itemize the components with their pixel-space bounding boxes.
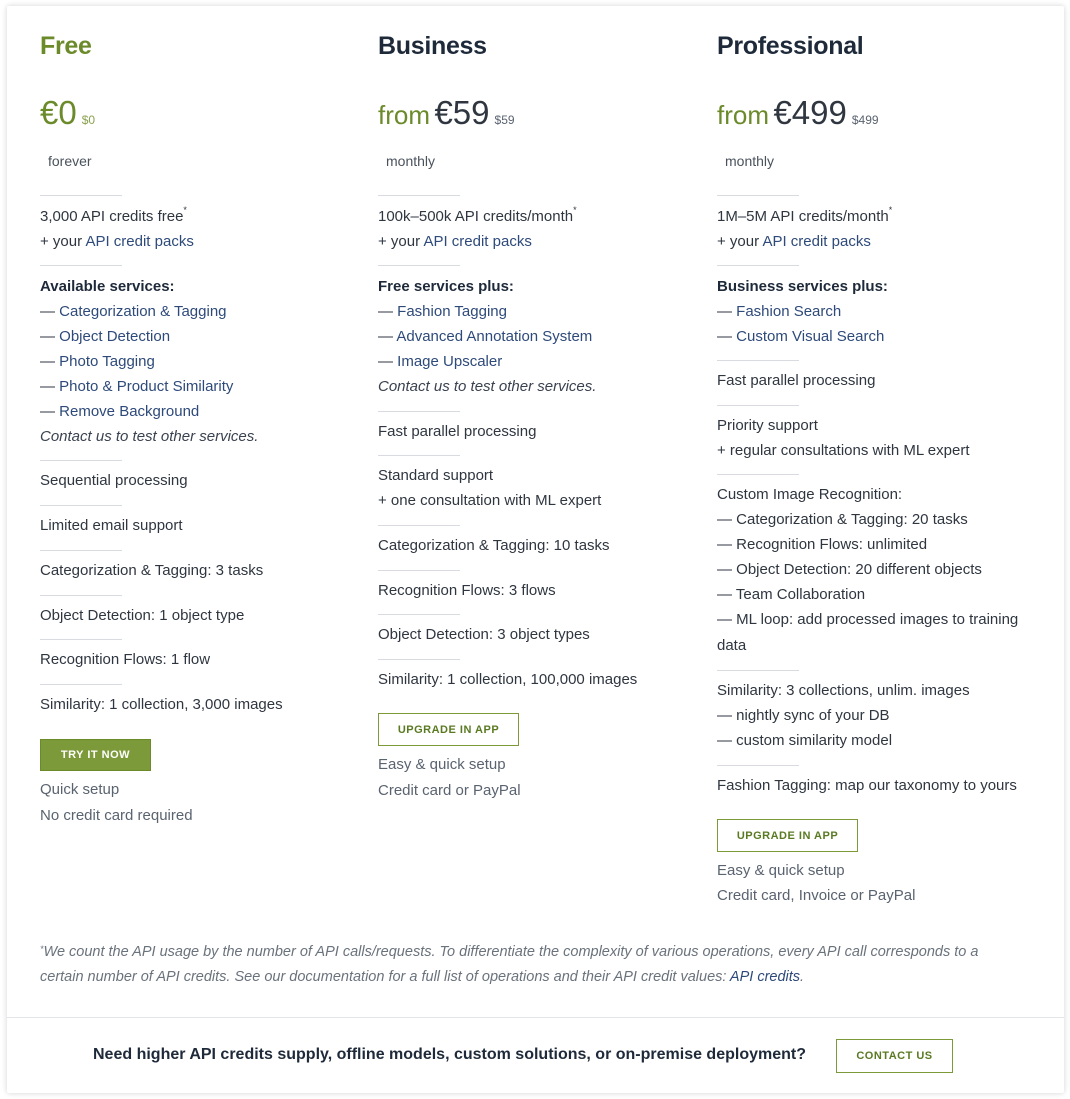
divider bbox=[40, 195, 122, 196]
try-it-now-button[interactable]: TRY IT NOW bbox=[40, 739, 151, 771]
footnote-end: . bbox=[800, 969, 805, 985]
feature-line: + regular consultations with ML expert bbox=[717, 442, 970, 459]
service-dash: — bbox=[40, 403, 60, 420]
service-dash: — bbox=[40, 378, 60, 395]
divider bbox=[40, 684, 122, 685]
credit-packs-link[interactable]: API credit packs bbox=[85, 233, 194, 250]
divider bbox=[40, 505, 122, 506]
divider bbox=[378, 455, 460, 456]
divider bbox=[378, 570, 460, 571]
credit-packs-line bbox=[40, 233, 194, 250]
api-credits-mark: * bbox=[888, 205, 893, 215]
service-dash: — bbox=[40, 353, 60, 370]
pricing-card bbox=[7, 6, 1064, 1093]
feature-line: Object Detection: 1 object type bbox=[40, 607, 245, 624]
api-credits-text: 1M–5M API credits/month bbox=[717, 208, 889, 225]
footnote bbox=[40, 940, 1030, 990]
setup-note: Credit card or PayPal bbox=[378, 782, 521, 799]
upgrade-in-app-button[interactable]: UPGRADE IN APP bbox=[378, 713, 519, 746]
contact-us-button[interactable]: CONTACT US bbox=[836, 1039, 953, 1073]
credit-packs-link[interactable]: API credit packs bbox=[762, 233, 871, 250]
price-amount: €499 bbox=[773, 94, 847, 131]
divider bbox=[717, 360, 799, 361]
service-item bbox=[40, 328, 170, 345]
credit-packs-line bbox=[378, 233, 532, 250]
price-usd: $59 bbox=[494, 113, 515, 127]
service-link[interactable]: Image Upscaler bbox=[397, 353, 503, 370]
service-dash: — bbox=[717, 303, 737, 320]
api-credits-text: 3,000 API credits free bbox=[40, 208, 184, 225]
footnote-line1: We count the API usage by the number of API calls/requests. To differentiate the complexity of various operations, every API call corresponds to a bbox=[43, 944, 979, 960]
divider bbox=[717, 765, 799, 766]
divider bbox=[40, 639, 122, 640]
divider bbox=[717, 195, 799, 196]
services-title: Available services: bbox=[40, 278, 175, 295]
api-credits-mark: * bbox=[573, 205, 577, 215]
feature-line: — Recognition Flows: unlimited bbox=[717, 536, 928, 553]
feature-line: data bbox=[717, 637, 747, 654]
plan-price bbox=[378, 94, 515, 132]
footnote-line2: certain number of API credits. See our documentation for a full list of operations and their API credit values: bbox=[40, 969, 730, 985]
plan-price bbox=[40, 94, 95, 132]
service-link[interactable]: Fashion Search bbox=[736, 303, 842, 320]
credit-packs-link[interactable]: API credit packs bbox=[423, 233, 532, 250]
feature-line: Categorization & Tagging: 10 tasks bbox=[378, 537, 610, 554]
divider bbox=[378, 265, 460, 266]
upgrade-in-app-button[interactable]: UPGRADE IN APP bbox=[717, 819, 858, 852]
feature-line: — ML loop: add processed images to training bbox=[717, 611, 1019, 628]
feature-line: Sequential processing bbox=[40, 472, 188, 489]
plan-price bbox=[717, 94, 879, 132]
feature-line: Similarity: 1 collection, 100,000 images bbox=[378, 671, 638, 688]
price-from-label: from bbox=[378, 100, 430, 130]
divider bbox=[717, 670, 799, 671]
api-credits-link[interactable]: API credits bbox=[729, 969, 801, 985]
enterprise-prompt: Need higher API credits supply, offline models, custom solutions, or on-premise deployment? bbox=[93, 1046, 806, 1063]
service-dash: — bbox=[40, 328, 60, 345]
api-credits-text: 100k–500k API credits/month bbox=[378, 208, 574, 225]
billing-period: forever bbox=[48, 153, 92, 169]
feature-line: Fast parallel processing bbox=[378, 423, 537, 440]
service-dash: — bbox=[378, 353, 398, 370]
divider bbox=[378, 659, 460, 660]
feature-line: + one consultation with ML expert bbox=[378, 492, 602, 509]
feature-line: — Object Detection: 20 different objects bbox=[717, 561, 982, 578]
feature-line: Fashion Tagging: map our taxonomy to yours bbox=[717, 777, 1017, 794]
billing-period: monthly bbox=[386, 153, 436, 169]
feature-line: — nightly sync of your DB bbox=[717, 707, 890, 724]
credit-packs-prefix: + your bbox=[40, 233, 86, 250]
service-item bbox=[40, 353, 155, 370]
service-item bbox=[40, 403, 199, 420]
service-link[interactable]: Remove Background bbox=[59, 403, 200, 420]
feature-line: Categorization & Tagging: 3 tasks bbox=[40, 562, 264, 579]
feature-line: Similarity: 1 collection, 3,000 images bbox=[40, 696, 283, 713]
service-link[interactable]: Object Detection bbox=[59, 328, 171, 345]
divider bbox=[40, 550, 122, 551]
credit-packs-line bbox=[717, 233, 871, 250]
api-credits-amount bbox=[378, 205, 577, 225]
service-link[interactable]: Custom Visual Search bbox=[736, 328, 885, 345]
setup-note: No credit card required bbox=[40, 807, 193, 824]
service-item bbox=[717, 328, 884, 345]
divider bbox=[717, 474, 799, 475]
feature-line: Similarity: 3 collections, unlim. images bbox=[717, 682, 970, 699]
service-link[interactable]: Photo Tagging bbox=[59, 353, 155, 370]
service-item bbox=[378, 328, 592, 345]
api-credits-mark: * bbox=[183, 205, 187, 215]
divider bbox=[40, 595, 122, 596]
bottom-bar bbox=[7, 1017, 1064, 1093]
divider bbox=[378, 525, 460, 526]
setup-note: Credit card, Invoice or PayPal bbox=[717, 887, 916, 904]
feature-line: Limited email support bbox=[40, 517, 183, 534]
service-link[interactable]: Categorization & Tagging bbox=[59, 303, 227, 320]
divider bbox=[717, 265, 799, 266]
feature-line: — Categorization & Tagging: 20 tasks bbox=[717, 511, 968, 528]
service-dash: — bbox=[378, 328, 397, 345]
service-item bbox=[378, 353, 502, 370]
service-item bbox=[378, 303, 507, 320]
plan-title: Professional bbox=[717, 32, 864, 60]
feature-line: Fast parallel processing bbox=[717, 372, 876, 389]
billing-period: monthly bbox=[725, 153, 775, 169]
service-link[interactable]: Advanced Annotation System bbox=[396, 328, 593, 345]
feature-line: Custom Image Recognition: bbox=[717, 486, 903, 503]
services-title: Free services plus: bbox=[378, 278, 514, 295]
service-link[interactable]: Fashion Tagging bbox=[397, 303, 507, 320]
price-amount: €59 bbox=[434, 94, 490, 131]
feature-line: Recognition Flows: 1 flow bbox=[40, 651, 211, 668]
price-usd: $0 bbox=[81, 113, 96, 127]
service-dash: — bbox=[378, 303, 398, 320]
credit-packs-prefix: + your bbox=[378, 233, 424, 250]
price-usd: $499 bbox=[851, 113, 879, 127]
credit-packs-prefix: + your bbox=[717, 233, 763, 250]
price-amount: €0 bbox=[40, 94, 77, 131]
plan-title: Business bbox=[378, 32, 487, 60]
divider bbox=[717, 405, 799, 406]
feature-line: Object Detection: 3 object types bbox=[378, 626, 590, 643]
setup-note: Easy & quick setup bbox=[717, 862, 845, 879]
services-note: Contact us to test other services. bbox=[40, 428, 259, 445]
service-item bbox=[40, 303, 227, 320]
service-item bbox=[40, 378, 233, 395]
plan-title: Free bbox=[40, 32, 92, 60]
service-item bbox=[717, 303, 841, 320]
feature-line: — Team Collaboration bbox=[717, 586, 866, 603]
divider bbox=[378, 614, 460, 615]
setup-note: Easy & quick setup bbox=[378, 756, 506, 773]
divider bbox=[40, 460, 122, 461]
api-credits-amount bbox=[717, 205, 893, 225]
price-from-label: from bbox=[717, 100, 769, 130]
divider bbox=[40, 265, 122, 266]
service-dash: — bbox=[717, 328, 737, 345]
service-link[interactable]: Photo & Product Similarity bbox=[59, 378, 234, 395]
service-dash: — bbox=[40, 303, 60, 320]
divider bbox=[378, 411, 460, 412]
api-credits-amount bbox=[40, 205, 187, 225]
services-note: Contact us to test other services. bbox=[378, 378, 597, 395]
setup-note: Quick setup bbox=[40, 781, 120, 798]
feature-line: — custom similarity model bbox=[717, 732, 893, 749]
divider bbox=[378, 195, 460, 196]
feature-line: Priority support bbox=[717, 417, 818, 434]
feature-line: Standard support bbox=[378, 467, 494, 484]
services-title: Business services plus: bbox=[717, 278, 888, 295]
feature-line: Recognition Flows: 3 flows bbox=[378, 582, 556, 599]
footnote-mark: * bbox=[40, 944, 44, 954]
